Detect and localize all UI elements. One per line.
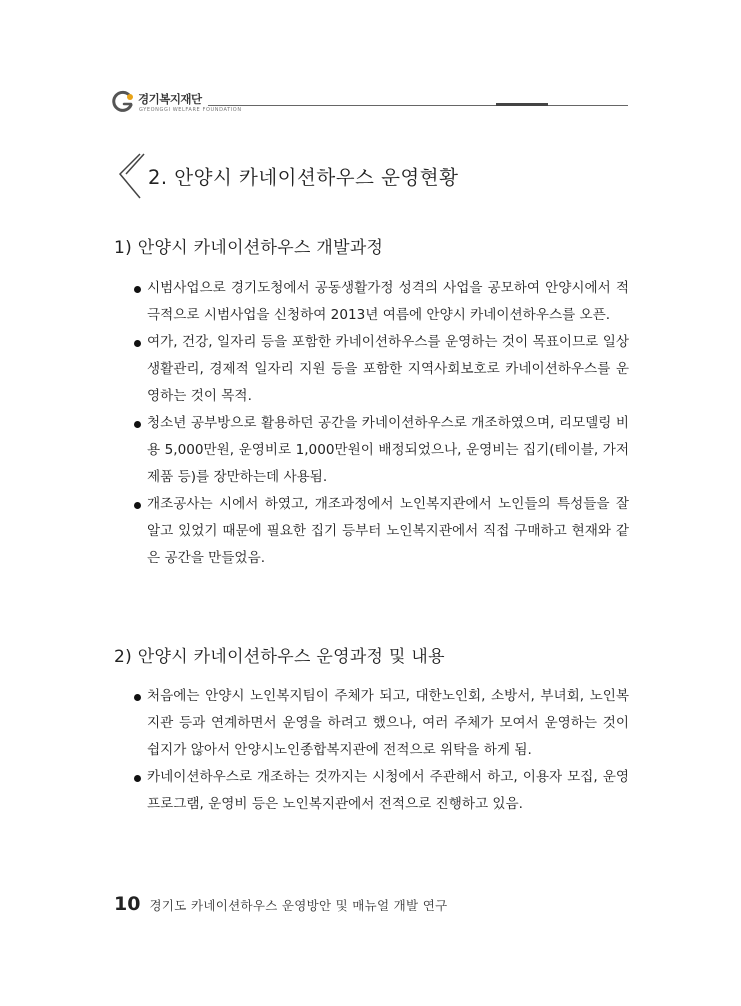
bullet-list-1 bbox=[133, 275, 629, 572]
org-subtitle: GYEONGGI WELFARE FOUNDATION bbox=[139, 107, 242, 113]
book-title: 경기도 카네이션하우스 운영방안 및 매뉴얼 개발 연구 bbox=[149, 898, 448, 913]
list-item: 처음에는 안양시 노인복지팀이 주체가 되고, 대한노인회, 소방서, 부녀회, 노인복지관 등과 연계하면서 운영을 하려고 했으나, 여러 주체가 모여서 운영하는 것이 쉽지가 않아서 안양시노인종합복지관에 전적으로 위탁을 하게 됨. bbox=[133, 683, 629, 764]
bullet-list-2 bbox=[133, 683, 629, 818]
page-footer bbox=[114, 893, 447, 915]
list-item: 청소년 공부방으로 활용하던 공간을 카네이션하우스로 개조하였으며, 리모델링 비용 5,000만원, 운영비로 1,000만원이 배정되었으나, 운영비는 집기(테이블, 가저제품 등)를 장만하는데 사용됨. bbox=[133, 410, 629, 491]
org-name: 경기복지재단 bbox=[138, 92, 202, 106]
section-heading-2: 2) 안양시 카네이션하우스 운영과정 및 내용 bbox=[114, 647, 445, 667]
chapter-heading bbox=[118, 152, 538, 200]
chapter-title: 2. 안양시 카네이션하우스 운영현황 bbox=[148, 166, 459, 189]
page-header bbox=[112, 88, 628, 118]
list-item: 여가, 건강, 일자리 등을 포함한 카네이션하우스를 운영하는 것이 목표이므로 일상생활관리, 경제적 일자리 지원 등을 포함한 지역사회보호로 카네이션하우스를 운영하는 것이 목적. bbox=[133, 329, 629, 410]
list-item: 카네이션하우스로 개조하는 것까지는 시청에서 주관해서 하고, 이용자 모집, 운영프로그램, 운영비 등은 노인복지관에서 전적으로 진행하고 있음. bbox=[133, 764, 629, 818]
foundation-logo-icon bbox=[112, 90, 136, 114]
section-heading-1: 1) 안양시 카네이션하우스 개발과정 bbox=[114, 238, 384, 258]
list-item: 시범사업으로 경기도청에서 공동생활가정 성격의 사업을 공모하여 안양시에서 적극적으로 시범사업을 신청하여 2013년 여름에 안양시 카네이션하우스를 오픈. bbox=[133, 275, 629, 329]
list-item: 개조공사는 시에서 하였고, 개조과정에서 노인복지관에서 노인들의 특성들을 잘 알고 있었기 때문에 필요한 집기 등부터 노인복지관에서 직접 구매하고 현재와 같은 공간을 만들었음. bbox=[133, 491, 629, 572]
page-number: 10 bbox=[114, 893, 141, 915]
header-rule-accent bbox=[496, 103, 548, 106]
header-rule bbox=[208, 105, 628, 106]
